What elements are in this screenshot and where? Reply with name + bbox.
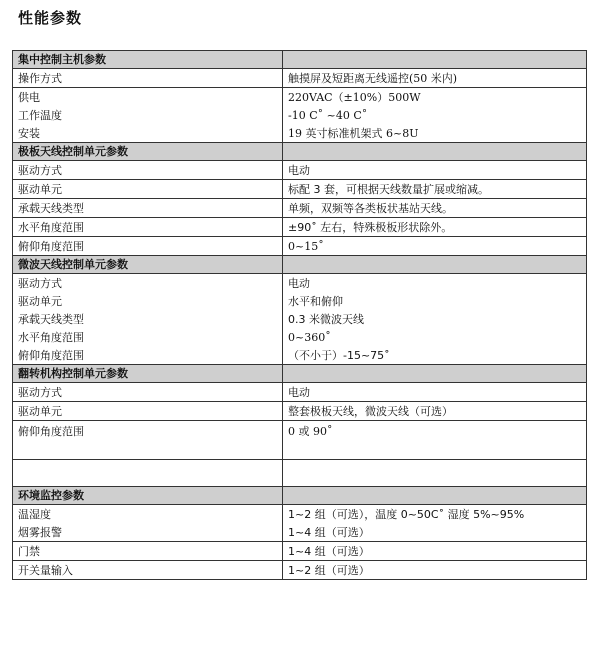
param-value: 整套极板天线，微波天线（可选）	[283, 402, 587, 421]
param-value: 0 或 90˚	[283, 421, 587, 460]
section-title: 极板天线控制单元参数	[13, 143, 283, 161]
param-name: 驱动方式	[13, 274, 283, 293]
table-row	[13, 218, 587, 237]
param-name: 烟雾报警	[13, 523, 283, 542]
section-header	[13, 51, 587, 69]
table-row	[13, 561, 587, 580]
table-row	[13, 310, 587, 328]
section-header	[13, 143, 587, 161]
table-row	[13, 106, 587, 124]
param-name: 承载天线类型	[13, 310, 283, 328]
section-blank	[283, 256, 587, 274]
param-value: 电动	[283, 274, 587, 293]
param-value: 触摸屏及短距离无线遥控(50 米内)	[283, 69, 587, 88]
param-value: 单频，双频等各类板状基站天线。	[283, 199, 587, 218]
param-value: 1~4 组（可选）	[283, 542, 587, 561]
param-name: 驱动单元	[13, 292, 283, 310]
table-row	[13, 124, 587, 143]
table-row	[13, 505, 587, 524]
param-name: 水平角度范围	[13, 328, 283, 346]
param-name: 驱动单元	[13, 402, 283, 421]
param-value: -10 C˚ ~40 C˚	[283, 106, 587, 124]
table-row	[13, 346, 587, 365]
page-title: 性能参数	[18, 9, 83, 27]
section-title: 微波天线控制单元参数	[13, 256, 283, 274]
section-title: 翻转机构控制单元参数	[13, 365, 283, 383]
param-value: 标配 3 套，可根据天线数量扩展或缩减。	[283, 180, 587, 199]
param-name: 俯仰角度范围	[13, 237, 283, 256]
section-title: 集中控制主机参数	[13, 51, 283, 69]
param-name: 驱动方式	[13, 383, 283, 402]
param-name: 驱动单元	[13, 180, 283, 199]
table-row	[13, 161, 587, 180]
param-name: 操作方式	[13, 69, 283, 88]
table-row	[13, 383, 587, 402]
param-value: 1~4 组（可选）	[283, 523, 587, 542]
param-value: 电动	[283, 383, 587, 402]
param-value: 0.3 米微波天线	[283, 310, 587, 328]
table-row	[13, 199, 587, 218]
param-value: 电动	[283, 161, 587, 180]
param-value: 水平和俯仰	[283, 292, 587, 310]
param-name: 门禁	[13, 542, 283, 561]
param-value: 19 英寸标准机架式 6~8U	[283, 124, 587, 143]
table-row	[13, 88, 587, 107]
param-name: 水平角度范围	[13, 218, 283, 237]
spec-table	[12, 50, 587, 580]
table-row	[13, 542, 587, 561]
table-row	[13, 237, 587, 256]
section-blank	[283, 143, 587, 161]
section-header	[13, 256, 587, 274]
param-value: ±90˚ 左右，特殊极板形状除外。	[283, 218, 587, 237]
param-name: 安装	[13, 124, 283, 143]
spacer-cell	[283, 460, 587, 487]
param-name: 供电	[13, 88, 283, 107]
param-value: （不小于）-15~75˚	[283, 346, 587, 365]
section-header	[13, 365, 587, 383]
section-blank	[283, 51, 587, 69]
param-value: 1~2 组（可选），温度 0~50C˚ 湿度 5%~95%	[283, 505, 587, 524]
section-title: 环境监控参数	[13, 487, 283, 505]
param-name: 承载天线类型	[13, 199, 283, 218]
param-value: 0~360˚	[283, 328, 587, 346]
param-value: 0~15˚	[283, 237, 587, 256]
section-blank	[283, 487, 587, 505]
param-name: 俯仰角度范围	[13, 346, 283, 365]
table-row	[13, 180, 587, 199]
param-name: 开关量输入	[13, 561, 283, 580]
spacer-cell	[13, 460, 283, 487]
param-name: 温湿度	[13, 505, 283, 524]
table-row	[13, 402, 587, 421]
spacer-row	[13, 460, 587, 487]
table-row	[13, 328, 587, 346]
section-header	[13, 487, 587, 505]
param-name: 驱动方式	[13, 161, 283, 180]
param-value: 220VAC（±10%）500W	[283, 88, 587, 107]
param-name: 俯仰角度范围	[13, 421, 283, 460]
section-blank	[283, 365, 587, 383]
param-value: 1~2 组（可选）	[283, 561, 587, 580]
table-row	[13, 69, 587, 88]
table-row	[13, 292, 587, 310]
table-row	[13, 523, 587, 542]
table-row	[13, 274, 587, 293]
table-row	[13, 421, 587, 460]
param-name: 工作温度	[13, 106, 283, 124]
